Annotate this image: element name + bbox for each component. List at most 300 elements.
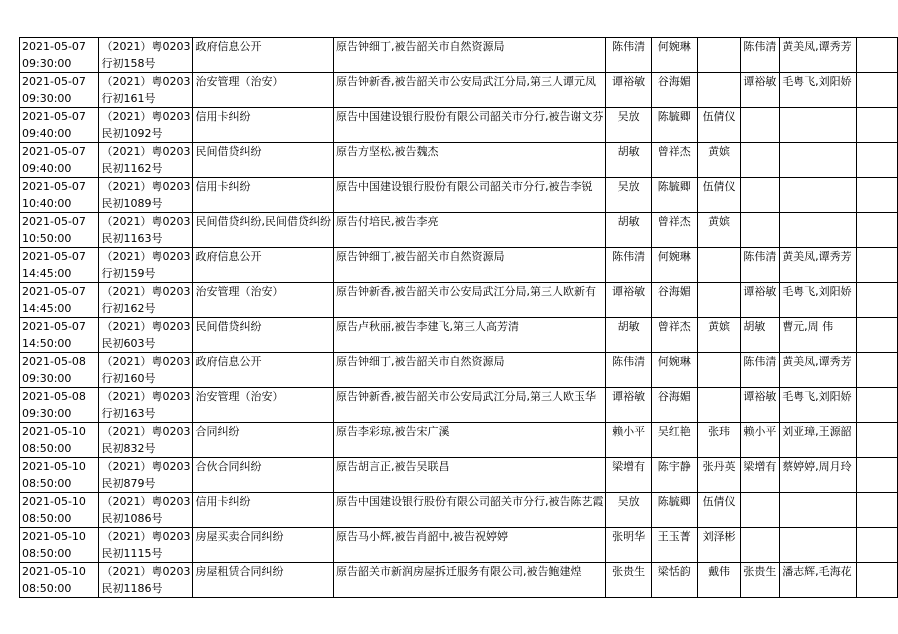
- table-cell: [20, 143, 99, 178]
- table-cell: [856, 213, 897, 248]
- table-cell: [741, 423, 780, 458]
- hearing-time: 09:30:00: [22, 57, 72, 70]
- clerk: 陈毓卿: [657, 110, 691, 123]
- hearing-time: 08:50:00: [22, 477, 72, 490]
- table-cell: [99, 143, 193, 178]
- presiding-judge: 张明华: [612, 530, 646, 543]
- table-cell: [651, 38, 697, 73]
- hearing-time: 14:50:00: [22, 337, 72, 350]
- presiding-judge: 张贵生: [612, 565, 646, 578]
- presiding-judge: 胡敏: [617, 320, 640, 333]
- clerk: 谷海媚: [657, 390, 691, 403]
- table-cell: [606, 458, 651, 493]
- table-cell: [606, 178, 651, 213]
- table-cell: [606, 318, 651, 353]
- table-cell: [651, 73, 697, 108]
- table-cell: [651, 423, 697, 458]
- clerk: 何婉琳: [657, 40, 691, 53]
- table-cell: [606, 493, 651, 528]
- table-cell: [99, 318, 193, 353]
- table-cell: [99, 178, 193, 213]
- case-cause: 房屋租赁合同纠纷: [195, 565, 284, 578]
- hearing-time: 09:30:00: [22, 407, 72, 420]
- table-cell: [193, 248, 334, 283]
- table-cell: [741, 213, 780, 248]
- hearing-time: 09:30:00: [22, 92, 72, 105]
- table-cell: [606, 213, 651, 248]
- table-cell: [193, 563, 334, 598]
- case-number-prefix: （2021）粤0203: [101, 460, 191, 473]
- assistant: 黄嫔: [708, 320, 731, 333]
- hearing-date: 2021-05-10: [22, 565, 86, 578]
- case-cause: 民间借贷纠纷: [195, 320, 262, 333]
- table-cell: [20, 213, 99, 248]
- case-parties: 原告钟细丁,被告韶关市自然资源局: [335, 355, 505, 368]
- case-parties: 原告钟新香,被告韶关市公安局武江分局,第三人谭元凤: [335, 75, 596, 88]
- table-cell: [606, 38, 651, 73]
- table-cell: [697, 248, 741, 283]
- case-cause: 信用卡纠纷: [195, 110, 251, 123]
- table-row: [20, 248, 898, 283]
- table-cell: [333, 108, 606, 143]
- table-cell: [193, 388, 334, 423]
- table-cell: [856, 283, 897, 318]
- table-cell: [697, 423, 741, 458]
- table-cell: [20, 283, 99, 318]
- case-number-prefix: （2021）粤0203: [101, 215, 191, 228]
- presiding-judge: 胡敏: [617, 215, 640, 228]
- table-cell: [780, 318, 857, 353]
- table-cell: [780, 388, 857, 423]
- table-cell: [193, 493, 334, 528]
- clerk: 曾祥杰: [657, 215, 691, 228]
- table-cell: [193, 528, 334, 563]
- table-cell: [99, 213, 193, 248]
- table-row: [20, 493, 898, 528]
- case-number-suffix: 民初1092号: [101, 127, 163, 140]
- table-cell: [20, 388, 99, 423]
- hearing-date: 2021-05-10: [22, 530, 86, 543]
- table-cell: [856, 458, 897, 493]
- panel-members: 毛粤飞,刘阳娇: [782, 285, 852, 298]
- table-cell: [780, 458, 857, 493]
- table-cell: [780, 283, 857, 318]
- table-cell: [20, 178, 99, 213]
- case-number-prefix: （2021）粤0203: [101, 390, 191, 403]
- case-cause: 信用卡纠纷: [195, 495, 251, 508]
- table-cell: [856, 563, 897, 598]
- case-cause: 政府信息公开: [195, 250, 262, 263]
- case-number-suffix: 行初163号: [101, 407, 156, 420]
- table-cell: [780, 353, 857, 388]
- case-number-suffix: 民初1163号: [101, 232, 163, 245]
- table-cell: [780, 563, 857, 598]
- case-cause: 民间借贷纠纷: [195, 145, 262, 158]
- table-cell: [697, 563, 741, 598]
- table-cell: [651, 213, 697, 248]
- table-row: [20, 388, 898, 423]
- table-cell: [741, 353, 780, 388]
- table-cell: [697, 108, 741, 143]
- case-number-suffix: 行初160号: [101, 372, 156, 385]
- presiding-judge: 梁增有: [612, 460, 646, 473]
- case-parties: 原告中国建设银行股份有限公司韶关市分行,被告陈艺霞: [335, 495, 604, 508]
- hearing-time: 14:45:00: [22, 267, 72, 280]
- table-body: [20, 38, 898, 598]
- table-cell: [99, 353, 193, 388]
- table-cell: [20, 563, 99, 598]
- table-cell: [99, 458, 193, 493]
- table-cell: [99, 388, 193, 423]
- hearing-date: 2021-05-07: [22, 75, 86, 88]
- table-cell: [697, 528, 741, 563]
- case-number-prefix: （2021）粤0203: [101, 110, 191, 123]
- assistant: 张玮: [708, 425, 731, 438]
- table-cell: [193, 423, 334, 458]
- case-parties: 原告马小辉,被告肖韶中,被告祝婷婷: [335, 530, 508, 543]
- table-cell: [651, 143, 697, 178]
- case-parties: 原告卢秋丽,被告李建飞,第三人高芳清: [335, 320, 519, 333]
- assistant: 伍倩仪: [702, 110, 736, 123]
- hearing-date: 2021-05-07: [22, 145, 86, 158]
- table-cell: [741, 108, 780, 143]
- panel-members: 蔡婷婷,周月玲: [782, 460, 852, 473]
- table-cell: [193, 108, 334, 143]
- clerk: 何婉琳: [657, 250, 691, 263]
- table-cell: [856, 38, 897, 73]
- assistant: 黄嫔: [708, 215, 731, 228]
- table-cell: [333, 248, 606, 283]
- table-cell: [651, 528, 697, 563]
- table-cell: [780, 178, 857, 213]
- table-cell: [741, 318, 780, 353]
- case-number-suffix: 民初603号: [101, 337, 156, 350]
- table-cell: [741, 143, 780, 178]
- table-cell: [99, 73, 193, 108]
- table-row: [20, 318, 898, 353]
- clerk: 谷海媚: [657, 75, 691, 88]
- table-cell: [193, 458, 334, 493]
- panel-judge: 谭裕敏: [743, 390, 777, 403]
- table-cell: [856, 388, 897, 423]
- presiding-judge: 胡敏: [617, 145, 640, 158]
- table-cell: [20, 318, 99, 353]
- table-cell: [333, 283, 606, 318]
- table-cell: [606, 563, 651, 598]
- table-cell: [193, 143, 334, 178]
- table-cell: [333, 458, 606, 493]
- case-cause: 民间借贷纠纷,民间借贷纠纷: [195, 215, 331, 228]
- table-cell: [651, 388, 697, 423]
- case-number-prefix: （2021）粤0203: [101, 565, 191, 578]
- table-cell: [193, 73, 334, 108]
- table-cell: [606, 283, 651, 318]
- table-cell: [651, 458, 697, 493]
- table-cell: [697, 458, 741, 493]
- panel-judge: 陈伟清: [743, 40, 777, 53]
- table-cell: [651, 353, 697, 388]
- hearing-date: 2021-05-07: [22, 285, 86, 298]
- case-cause: 政府信息公开: [195, 40, 262, 53]
- table-row: [20, 458, 898, 493]
- table-row: [20, 73, 898, 108]
- case-cause: 合同纠纷: [195, 425, 240, 438]
- hearing-time: 09:40:00: [22, 127, 72, 140]
- case-number-prefix: （2021）粤0203: [101, 355, 191, 368]
- table-cell: [20, 423, 99, 458]
- table-cell: [20, 458, 99, 493]
- table-row: [20, 528, 898, 563]
- table-cell: [606, 248, 651, 283]
- table-cell: [20, 38, 99, 73]
- hearing-date: 2021-05-07: [22, 250, 86, 263]
- case-cause: 合伙合同纠纷: [195, 460, 262, 473]
- table-cell: [856, 178, 897, 213]
- table-cell: [780, 528, 857, 563]
- table-cell: [333, 318, 606, 353]
- table-cell: [333, 143, 606, 178]
- hearing-time: 08:50:00: [22, 547, 72, 560]
- table-cell: [856, 318, 897, 353]
- table-cell: [741, 283, 780, 318]
- table-cell: [333, 388, 606, 423]
- presiding-judge: 陈伟清: [612, 40, 646, 53]
- case-parties: 原告李彩琼,被告宋广溪: [335, 425, 450, 438]
- table-cell: [99, 423, 193, 458]
- table-cell: [651, 178, 697, 213]
- case-parties: 原告钟细丁,被告韶关市自然资源局: [335, 40, 505, 53]
- presiding-judge: 吴放: [617, 180, 640, 193]
- clerk: 陈毓卿: [657, 495, 691, 508]
- table-row: [20, 108, 898, 143]
- hearing-date: 2021-05-08: [22, 390, 86, 403]
- hearing-time: 10:50:00: [22, 232, 72, 245]
- table-cell: [333, 423, 606, 458]
- hearing-date: 2021-05-10: [22, 425, 86, 438]
- presiding-judge: 吴放: [617, 110, 640, 123]
- table-cell: [856, 528, 897, 563]
- table-cell: [780, 423, 857, 458]
- table-cell: [780, 108, 857, 143]
- presiding-judge: 谭裕敏: [612, 285, 646, 298]
- case-number-prefix: （2021）粤0203: [101, 530, 191, 543]
- clerk: 何婉琳: [657, 355, 691, 368]
- table-cell: [741, 493, 780, 528]
- table-cell: [193, 318, 334, 353]
- table-cell: [99, 108, 193, 143]
- table-cell: [741, 458, 780, 493]
- table-cell: [856, 353, 897, 388]
- presiding-judge: 赖小平: [612, 425, 646, 438]
- table-cell: [20, 493, 99, 528]
- table-cell: [741, 178, 780, 213]
- hearing-date: 2021-05-07: [22, 320, 86, 333]
- case-number-suffix: 行初158号: [101, 57, 156, 70]
- panel-judge: 陈伟清: [743, 250, 777, 263]
- hearing-date: 2021-05-07: [22, 180, 86, 193]
- hearing-date: 2021-05-07: [22, 110, 86, 123]
- table-cell: [606, 353, 651, 388]
- table-cell: [193, 213, 334, 248]
- panel-judge: 谭裕敏: [743, 285, 777, 298]
- hearing-date: 2021-05-10: [22, 495, 86, 508]
- table-row: [20, 38, 898, 73]
- case-number-prefix: （2021）粤0203: [101, 285, 191, 298]
- assistant: 张丹英: [702, 460, 736, 473]
- panel-members: 黄美凤,谭秀芳: [782, 250, 852, 263]
- table-row: [20, 178, 898, 213]
- table-cell: [333, 493, 606, 528]
- table-cell: [780, 38, 857, 73]
- hearing-time: 10:40:00: [22, 197, 72, 210]
- table-cell: [856, 73, 897, 108]
- case-parties: 原告钟新香,被告韶关市公安局武江分局,第三人欧玉华: [335, 390, 596, 403]
- case-parties: 原告韶关市新润房屋拆迁服务有限公司,被告鲍建煌: [335, 565, 582, 578]
- hearing-date: 2021-05-10: [22, 460, 86, 473]
- panel-members: 黄美凤,谭秀芳: [782, 355, 852, 368]
- table-cell: [856, 248, 897, 283]
- table-cell: [780, 248, 857, 283]
- clerk: 曾祥杰: [657, 320, 691, 333]
- case-parties: 原告胡言正,被告吴联昌: [335, 460, 450, 473]
- table-row: [20, 563, 898, 598]
- table-cell: [697, 353, 741, 388]
- table-cell: [856, 423, 897, 458]
- table-cell: [780, 493, 857, 528]
- presiding-judge: 陈伟清: [612, 355, 646, 368]
- table-cell: [20, 353, 99, 388]
- table-row: [20, 353, 898, 388]
- table-cell: [741, 248, 780, 283]
- table-row: [20, 143, 898, 178]
- case-number-suffix: 行初161号: [101, 92, 156, 105]
- table-cell: [697, 38, 741, 73]
- table-cell: [741, 73, 780, 108]
- case-cause: 政府信息公开: [195, 355, 262, 368]
- case-cause: 房屋买卖合同纠纷: [195, 530, 284, 543]
- case-cause: 治安管理（治安）: [195, 75, 284, 88]
- presiding-judge: 吴放: [617, 495, 640, 508]
- case-parties: 原告中国建设银行股份有限公司韶关市分行,被告李锐: [335, 180, 593, 193]
- case-number-suffix: 民初879号: [101, 477, 156, 490]
- table-cell: [780, 143, 857, 178]
- table-cell: [606, 108, 651, 143]
- panel-members: 刘亚璋,王源韶: [782, 425, 852, 438]
- case-number-prefix: （2021）粤0203: [101, 425, 191, 438]
- case-cause: 治安管理（治安）: [195, 390, 284, 403]
- table-cell: [697, 143, 741, 178]
- clerk: 谷海媚: [657, 285, 691, 298]
- case-number-suffix: 民初1089号: [101, 197, 163, 210]
- table-row: [20, 423, 898, 458]
- case-cause: 治安管理（治安）: [195, 285, 284, 298]
- table-cell: [99, 528, 193, 563]
- clerk: 曾祥杰: [657, 145, 691, 158]
- case-number-prefix: （2021）粤0203: [101, 320, 191, 333]
- table-cell: [697, 388, 741, 423]
- table-cell: [20, 528, 99, 563]
- table-cell: [697, 73, 741, 108]
- hearing-time: 08:50:00: [22, 512, 72, 525]
- table-cell: [856, 143, 897, 178]
- table-cell: [651, 283, 697, 318]
- panel-members: 毛粤飞,刘阳娇: [782, 390, 852, 403]
- case-number-prefix: （2021）粤0203: [101, 250, 191, 263]
- case-parties: 原告中国建设银行股份有限公司韶关市分行,被告谢文芬: [335, 110, 604, 123]
- table-cell: [606, 388, 651, 423]
- assistant: 伍倩仪: [702, 180, 736, 193]
- case-number-prefix: （2021）粤0203: [101, 40, 191, 53]
- assistant: 伍倩仪: [702, 495, 736, 508]
- table-cell: [651, 248, 697, 283]
- case-number-prefix: （2021）粤0203: [101, 495, 191, 508]
- table-cell: [651, 108, 697, 143]
- assistant: 黄嫔: [708, 145, 731, 158]
- presiding-judge: 谭裕敏: [612, 390, 646, 403]
- table-cell: [606, 528, 651, 563]
- table-cell: [193, 353, 334, 388]
- case-parties: 原告方坚松,被告魏杰: [335, 145, 439, 158]
- table-cell: [20, 248, 99, 283]
- table-cell: [606, 143, 651, 178]
- case-number-prefix: （2021）粤0203: [101, 180, 191, 193]
- table-cell: [606, 73, 651, 108]
- case-parties: 原告钟新香,被告韶关市公安局武江分局,第三人欧新有: [335, 285, 596, 298]
- table-cell: [697, 493, 741, 528]
- panel-judge: 梁增有: [743, 460, 777, 473]
- table-cell: [20, 73, 99, 108]
- hearing-time: 08:50:00: [22, 442, 72, 455]
- table-cell: [333, 38, 606, 73]
- table-cell: [651, 563, 697, 598]
- case-number-suffix: 民初1115号: [101, 547, 163, 560]
- case-number-prefix: （2021）粤0203: [101, 145, 191, 158]
- table-cell: [99, 38, 193, 73]
- panel-members: 毛粤飞,刘阳娇: [782, 75, 852, 88]
- table-cell: [333, 353, 606, 388]
- case-parties: 原告付培民,被告李亮: [335, 215, 439, 228]
- table-cell: [99, 493, 193, 528]
- table-cell: [651, 493, 697, 528]
- case-number-suffix: 行初162号: [101, 302, 156, 315]
- panel-judge: 胡敏: [743, 320, 766, 333]
- case-cause: 信用卡纠纷: [195, 180, 251, 193]
- table-cell: [99, 248, 193, 283]
- hearing-date: 2021-05-07: [22, 215, 86, 228]
- case-number-prefix: （2021）粤0203: [101, 75, 191, 88]
- table-cell: [697, 318, 741, 353]
- table-cell: [856, 108, 897, 143]
- table-cell: [697, 283, 741, 318]
- table-cell: [333, 213, 606, 248]
- table-cell: [697, 213, 741, 248]
- table-cell: [741, 528, 780, 563]
- panel-members: 潘志辉,毛海花: [782, 565, 852, 578]
- case-number-suffix: 民初1086号: [101, 512, 163, 525]
- table-cell: [333, 178, 606, 213]
- clerk: 吴红艳: [657, 425, 691, 438]
- hearing-time: 09:40:00: [22, 162, 72, 175]
- table-cell: [193, 283, 334, 318]
- case-number-suffix: 民初1162号: [101, 162, 163, 175]
- assistant: 刘泽彬: [702, 530, 736, 543]
- panel-judge: 赖小平: [743, 425, 777, 438]
- table-cell: [333, 73, 606, 108]
- table-cell: [741, 38, 780, 73]
- hearing-time: 08:50:00: [22, 582, 72, 595]
- hearing-date: 2021-05-08: [22, 355, 86, 368]
- presiding-judge: 谭裕敏: [612, 75, 646, 88]
